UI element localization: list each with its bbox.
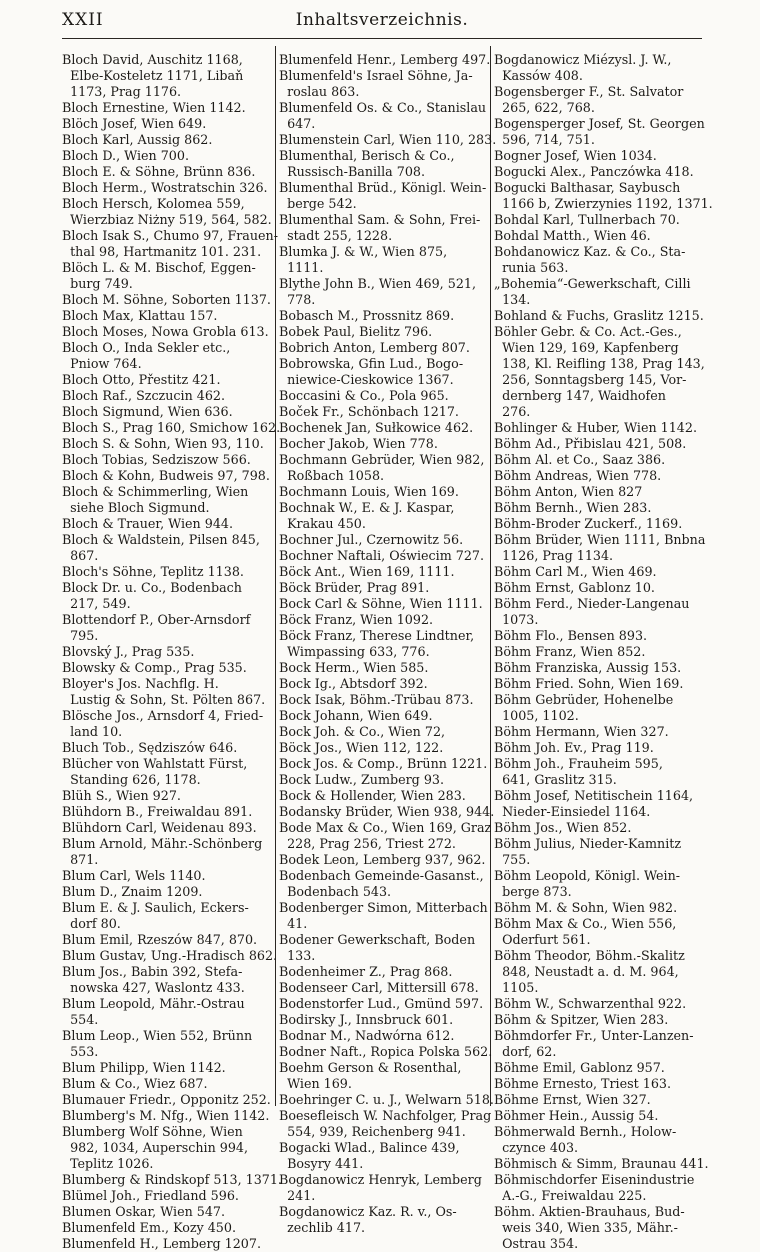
- index-entry-line: Boesefleisch W. Nachfolger, Prag: [279, 1108, 492, 1123]
- index-entry-line: Boccasini & Co., Pola 965.: [279, 388, 449, 403]
- index-entry-line: Blühdorn Carl, Weidenau 893.: [62, 820, 257, 835]
- index-entry-line: Böhm Anton, Wien 827: [494, 484, 643, 499]
- index-entry-line: Standing 626, 1178.: [62, 772, 201, 787]
- index-entry-line: Blöch L. & M. Bischof, Eggen-: [62, 260, 256, 275]
- index-entry-line: Bobek Paul, Bielitz 796.: [279, 324, 433, 339]
- index-entry-line: Bloch Isak S., Chumo 97, Frauen-: [62, 228, 279, 243]
- index-entry-line: Blümel Joh., Friedland 596.: [62, 1188, 239, 1203]
- index-entry-line: Bodenheimer Z., Prag 868.: [279, 964, 453, 979]
- index-entry-line: Bock Ig., Abtsdorf 392.: [279, 676, 428, 691]
- index-entry-line: Russisch-Banilla 708.: [279, 164, 426, 179]
- index-entry-line: Blum Leopold, Mähr.-Ostrau: [62, 996, 245, 1011]
- index-entry-line: Bloch & Waldstein, Pilsen 845,: [62, 532, 260, 547]
- page-header: [62, 10, 702, 38]
- index-entry-line: Bloyer's Jos. Nachflg. H.: [62, 676, 219, 691]
- index-entry-line: Blumenthal, Berisch & Co.,: [279, 148, 455, 163]
- index-entry-line: Böhm M. & Sohn, Wien 982.: [494, 900, 678, 915]
- index-entry-line: Blowsky & Comp., Prag 535.: [62, 660, 247, 675]
- index-entry-line: Böhm Joh., Frauheim 595,: [494, 756, 663, 771]
- index-column-3: [494, 52, 713, 1251]
- index-entry-line: Bodner Naft., Ropica Polska 562.: [279, 1044, 493, 1059]
- index-entry-line: Oderfurt 561.: [494, 932, 591, 947]
- index-entry-line: Bohlinger & Huber, Wien 1142.: [494, 420, 697, 435]
- index-entry-line: Pniow 764.: [62, 356, 142, 371]
- index-entry-line: Bogdanowicz Kaz. R. v., Os-: [279, 1204, 457, 1219]
- index-entry-line: Bock Herm., Wien 585.: [279, 660, 429, 675]
- index-entry-line: Böhm Theodor, Böhm.-Skalitz: [494, 948, 685, 963]
- index-entry-line: runia 563.: [494, 260, 569, 275]
- index-entry-line: dernberg 147, Waidhofen: [494, 388, 666, 403]
- index-entry-line: Bock Joh. & Co., Wien 72,: [279, 724, 446, 739]
- index-entry-line: Bogucki Alex., Panczówka 418.: [494, 164, 694, 179]
- index-entry-line: berge 873.: [494, 884, 572, 899]
- index-entry-line: Blottendorf P., Ober-Arnsdorf: [62, 612, 251, 627]
- index-entry-line: Blumen Oskar, Wien 547.: [62, 1204, 226, 1219]
- index-entry-line: Bloch S., Prag 160, Smichow 162.: [62, 420, 281, 435]
- index-entry-line: Bogensperger Josef, St. Georgen: [494, 116, 705, 131]
- index-entry-line: 795.: [62, 628, 99, 643]
- index-entry-line: Bogensberger F., St. Salvator: [494, 84, 684, 99]
- index-entry-line: Bodenbach 543.: [279, 884, 392, 899]
- index-entry-line: Bloch M. Söhne, Soborten 1137.: [62, 292, 271, 307]
- index-entry-line: Krakau 450.: [279, 516, 366, 531]
- index-entry-line: Kassów 408.: [494, 68, 583, 83]
- index-entry-line: Blum Carl, Wels 1140.: [62, 868, 206, 883]
- index-entry-line: Bochmann Louis, Wien 169.: [279, 484, 459, 499]
- index-entry-line: 1126, Prag 1134.: [494, 548, 614, 563]
- index-entry-line: Bodenstorfer Lud., Gmünd 597.: [279, 996, 484, 1011]
- index-entry-line: Bosyry 441.: [279, 1156, 364, 1171]
- index-entry-line: burg 749.: [62, 276, 133, 291]
- index-entry-line: 41.: [279, 916, 308, 931]
- index-entry-line: Böhler Gebr. & Co. Act.-Ges.,: [494, 324, 682, 339]
- index-entry-line: Böhm Franziska, Aussig 153.: [494, 660, 682, 675]
- index-entry-line: Böhm Brüder, Wien 1111, Bnbna: [494, 532, 706, 547]
- index-entry-line: Böhm Flo., Bensen 893.: [494, 628, 648, 643]
- index-entry-line: Böhm Bernh., Wien 283.: [494, 500, 652, 515]
- index-entry-line: Böhm-Broder Zuckerf., 1169.: [494, 516, 683, 531]
- index-entry-line: Blum Emil, Rzeszów 847, 870.: [62, 932, 258, 947]
- index-entry-line: Bodenbach Gemeinde-Gasanst.,: [279, 868, 484, 883]
- page-title: Inhaltsverzeichnis.: [295, 10, 469, 30]
- index-entry-line: Bloch Karl, Aussig 862.: [62, 132, 213, 147]
- index-entry-line: 755.: [494, 852, 531, 867]
- index-entry-line: Bloch O., Inda Sekler etc.,: [62, 340, 231, 355]
- index-entry-line: Böhm Ferd., Nieder-Langenau: [494, 596, 690, 611]
- index-entry-line: Wien 129, 169, Kapfenberg: [494, 340, 679, 355]
- index-entry-line: 256, Sonntagsberg 145, Vor-: [494, 372, 687, 387]
- index-entry-line: czynce 403.: [494, 1140, 579, 1155]
- index-entry-line: Böhm Joh. Ev., Prag 119.: [494, 740, 654, 755]
- index-entry-line: Bochenek Jan, Sułkowice 462.: [279, 420, 474, 435]
- index-entry-line: Block Dr. u. Co., Bodenbach: [62, 580, 242, 595]
- index-entry-line: 276.: [494, 404, 531, 419]
- index-entry-line: Bloch Ernestine, Wien 1142.: [62, 100, 246, 115]
- index-entry-line: Blumka J. & W., Wien 875,: [279, 244, 448, 259]
- index-entry-line: Blumenthal Sam. & Sohn, Frei-: [279, 212, 481, 227]
- index-entry-line: Böck Jos., Wien 112, 122.: [279, 740, 444, 755]
- index-column-1: [62, 52, 282, 1251]
- index-entry-line: Bochner Naftali, Oświecim 727.: [279, 548, 485, 563]
- index-entry-line: Bloch D., Wien 700.: [62, 148, 189, 163]
- index-entry-line: Bloch E. & Söhne, Brünn 836.: [62, 164, 256, 179]
- index-entry-line: Nieder-Einsiedel 1164.: [494, 804, 651, 819]
- index-entry-line: Blum D., Znaim 1209.: [62, 884, 203, 899]
- index-entry-line: 871.: [62, 852, 99, 867]
- index-entry-line: 133.: [279, 948, 316, 963]
- index-entry-line: Boček Fr., Schönbach 1217.: [279, 404, 459, 419]
- header-rule: [62, 38, 702, 39]
- index-entry-line: Böhmisch & Simm, Braunau 441.: [494, 1156, 709, 1171]
- index-entry-line: Bogner Josef, Wien 1034.: [494, 148, 657, 163]
- index-entry-line: Bock Ludw., Zumberg 93.: [279, 772, 445, 787]
- index-entry-line: Böhm. Aktien-Brauhaus, Bud-: [494, 1204, 685, 1219]
- index-entry-line: 217, 549.: [62, 596, 131, 611]
- index-entry-line: 134.: [494, 292, 531, 307]
- index-entry-line: 867.: [62, 548, 99, 563]
- index-entry-line: roslau 863.: [279, 84, 360, 99]
- index-entry-line: Bock Johann, Wien 649.: [279, 708, 433, 723]
- index-entry-line: Bobasch M., Prossnitz 869.: [279, 308, 455, 323]
- index-entry-line: Bohdal Karl, Tullnerbach 70.: [494, 212, 680, 227]
- index-entry-line: Böhme Emil, Gablonz 957.: [494, 1060, 665, 1075]
- index-entry-line: Bobrowska, Gfin Lud., Bogo-: [279, 356, 464, 371]
- index-entry-line: Böhme Ernst, Wien 327.: [494, 1092, 651, 1107]
- index-entry-line: Bohland & Fuchs, Graslitz 1215.: [494, 308, 704, 323]
- index-entry-line: Bodenseer Carl, Mittersill 678.: [279, 980, 479, 995]
- index-entry-line: Wimpassing 633, 776.: [279, 644, 430, 659]
- index-entry-line: Bloch Herm., Wostratschin 326.: [62, 180, 268, 195]
- index-entry-line: Boehringer C. u. J., Welwarn 518.: [279, 1092, 494, 1107]
- index-entry-line: Böhmischdorfer Eisenindustrie: [494, 1172, 695, 1187]
- index-entry-line: Blumenstein Carl, Wien 110, 283.: [279, 132, 497, 147]
- index-entry-line: Böhm Franz, Wien 852.: [494, 644, 646, 659]
- index-entry-line: Blühdorn B., Freiwaldau 891.: [62, 804, 253, 819]
- index-entry-line: Bloch & Schimmerling, Wien: [62, 484, 249, 499]
- index-entry-line: Bodnar M., Nadwórna 612.: [279, 1028, 455, 1043]
- index-entry-line: Böhmer Hein., Aussig 54.: [494, 1108, 659, 1123]
- index-entry-line: Bloch Max, Klattau 157.: [62, 308, 218, 323]
- index-entry-line: stadt 255, 1228.: [279, 228, 393, 243]
- index-entry-line: Blumauer Friedr., Opponitz 252.: [62, 1092, 271, 1107]
- index-entry-line: A.-G., Freiwaldau 225.: [494, 1188, 647, 1203]
- index-entry-line: Blum Leop., Wien 552, Brünn: [62, 1028, 253, 1043]
- index-entry-line: 1073.: [494, 612, 539, 627]
- index-entry-line: 554.: [62, 1012, 99, 1027]
- index-entry-line: Böhm W., Schwarzenthal 922.: [494, 996, 687, 1011]
- index-entry-line: Blovský J., Prag 535.: [62, 644, 195, 659]
- index-entry-line: Bogucki Balthasar, Saybusch: [494, 180, 681, 195]
- index-entry-line: land 10.: [62, 724, 123, 739]
- index-entry-line: dorf 80.: [62, 916, 121, 931]
- index-entry-line: Blum E. & J. Saulich, Eckers-: [62, 900, 249, 915]
- index-entry-line: Ostrau 354.: [494, 1236, 579, 1251]
- index-entry-line: Böhm Jos., Wien 852.: [494, 820, 632, 835]
- index-entry-line: Böhmerwald Bernh., Holow-: [494, 1124, 677, 1139]
- index-entry-line: 1111.: [279, 260, 324, 275]
- column-divider: [275, 46, 276, 1106]
- index-entry-line: Bock Jos. & Comp., Brünn 1221.: [279, 756, 488, 771]
- index-entry-line: Elbe-Kosteletz 1171, Libaň: [62, 68, 244, 83]
- index-entry-line: Blum Arnold, Mähr.-Schönberg: [62, 836, 263, 851]
- index-entry-line: 265, 622, 768.: [494, 100, 595, 115]
- index-entry-line: Bogacki Wlad., Balince 439,: [279, 1140, 460, 1155]
- index-entry-line: Blumberg & Rindskopf 513, 1371.: [62, 1172, 282, 1187]
- index-entry-line: Böhm Gebrüder, Hohenelbe: [494, 692, 674, 707]
- index-entry-line: Böck Franz, Wien 1092.: [279, 612, 434, 627]
- index-entry-line: Bloch's Söhne, Teplitz 1138.: [62, 564, 244, 579]
- index-entry-line: Roßbach 1058.: [279, 468, 385, 483]
- index-entry-line: nowska 427, Waslontz 433.: [62, 980, 245, 995]
- index-entry-line: Bochmann Gebrüder, Wien 982,: [279, 452, 485, 467]
- index-entry-line: Bock & Hollender, Wien 283.: [279, 788, 466, 803]
- index-entry-line: 1005, 1102.: [494, 708, 579, 723]
- index-entry-line: Blumenfeld's Israel Söhne, Ja-: [279, 68, 473, 83]
- index-entry-line: Boehm Gerson & Rosenthal,: [279, 1060, 462, 1075]
- index-entry-line: 982, 1034, Auperschin 994,: [62, 1140, 249, 1155]
- index-entry-line: Bodener Gewerkschaft, Boden: [279, 932, 476, 947]
- index-entry-line: Wierzbiaz Niżny 519, 564, 582.: [62, 212, 272, 227]
- index-entry-line: 1173, Prag 1176.: [62, 84, 182, 99]
- index-entry-line: Bloch Otto, Přestitz 421.: [62, 372, 221, 387]
- index-entry-line: Bogdanowicz Henryk, Lemberg: [279, 1172, 482, 1187]
- index-entry-line: 641, Graslitz 315.: [494, 772, 617, 787]
- index-entry-line: Blumberg's M. Nfg., Wien 1142.: [62, 1108, 270, 1123]
- index-entry-line: Bobrich Anton, Lemberg 807.: [279, 340, 470, 355]
- index-entry-line: Lustig & Sohn, St. Pölten 867.: [62, 692, 266, 707]
- index-entry-line: berge 542.: [279, 196, 357, 211]
- index-entry-line: Böhm Hermann, Wien 327.: [494, 724, 669, 739]
- index-entry-line: Bluch Tob., Sędziszów 646.: [62, 740, 238, 755]
- index-entry-line: Böhm Leopold, Königl. Wein-: [494, 868, 681, 883]
- index-entry-line: Böhm Andreas, Wien 778.: [494, 468, 662, 483]
- index-entry-line: Bloch Moses, Nowa Grobla 613.: [62, 324, 269, 339]
- index-entry-line: Bochnak W., E. & J. Kaspar,: [279, 500, 455, 515]
- index-entry-line: 553.: [62, 1044, 99, 1059]
- index-entry-line: Bode Max & Co., Wien 169, Graz: [279, 820, 492, 835]
- index-entry-line: Bock Isak, Böhm.-Trübau 873.: [279, 692, 474, 707]
- index-entry-line: Bodenberger Simon, Mitterbach: [279, 900, 488, 915]
- index-entry-line: Blythe John B., Wien 469, 521,: [279, 276, 477, 291]
- index-entry-line: Bohdanowicz Kaz. & Co., Sta-: [494, 244, 686, 259]
- page-number: XXII: [62, 10, 104, 30]
- index-entry-line: Böhm Al. et Co., Saaz 386.: [494, 452, 666, 467]
- index-entry-line: Böhm Julius, Nieder-Kamnitz: [494, 836, 682, 851]
- index-column-2: [279, 52, 497, 1235]
- index-entry-line: 1105.: [494, 980, 539, 995]
- index-entry-line: Böhm Max & Co., Wien 556,: [494, 916, 677, 931]
- index-entry-line: Blum Gustav, Ung.-Hradisch 862.: [62, 948, 278, 963]
- index-entry-line: Blösche Jos., Arnsdorf 4, Fried-: [62, 708, 264, 723]
- index-entry-line: Blumenfeld Os. & Co., Stanislau: [279, 100, 487, 115]
- index-entry-line: 778.: [279, 292, 316, 307]
- index-entry-line: dorf, 62.: [494, 1044, 557, 1059]
- index-entry-line: Bloch David, Auschitz 1168,: [62, 52, 243, 67]
- index-entry-line: Böhm & Spitzer, Wien 283.: [494, 1012, 669, 1027]
- index-entry-line: Bloch S. & Sohn, Wien 93, 110.: [62, 436, 264, 451]
- index-entry-line: Böhm Fried. Sohn, Wien 169.: [494, 676, 684, 691]
- index-entry-line: Bocher Jakob, Wien 778.: [279, 436, 438, 451]
- index-entry-line: Bodek Leon, Lemberg 937, 962.: [279, 852, 486, 867]
- index-entry-line: Böck Franz, Therese Lindtner,: [279, 628, 475, 643]
- index-entry-line: Blöch Josef, Wien 649.: [62, 116, 207, 131]
- index-entry-line: Bohdal Matth., Wien 46.: [494, 228, 651, 243]
- index-entry-line: Blum & Co., Wiez 687.: [62, 1076, 208, 1091]
- index-entry-line: 228, Prag 256, Triest 272.: [279, 836, 456, 851]
- index-entry-line: Blücher von Wahlstatt Fürst,: [62, 756, 248, 771]
- index-entry-line: 1166 b, Zwierzynies 1192, 1371.: [494, 196, 713, 211]
- index-entry-line: Bodansky Brüder, Wien 938, 944.: [279, 804, 495, 819]
- index-entry-line: Böhm Josef, Netitischein 1164,: [494, 788, 694, 803]
- index-entry-line: Böhmdorfer Fr., Unter-Lanzen-: [494, 1028, 694, 1043]
- index-entry-line: Blumenfeld Henr., Lemberg 497.: [279, 52, 491, 67]
- index-entry-line: siehe Bloch Sigmund.: [62, 500, 210, 515]
- index-entry-line: Bloch & Trauer, Wien 944.: [62, 516, 234, 531]
- index-entry-line: Bodirsky J., Innsbruck 601.: [279, 1012, 454, 1027]
- index-entry-line: Bloch Hersch, Kolomea 559,: [62, 196, 245, 211]
- index-entry-line: Blumberg Wolf Söhne, Wien: [62, 1124, 243, 1139]
- index-entry-line: Böck Brüder, Prag 891.: [279, 580, 430, 595]
- index-entry-line: weis 340, Wien 335, Mähr.-: [494, 1220, 678, 1235]
- index-entry-line: 596, 714, 751.: [494, 132, 595, 147]
- index-entry-line: „Bohemia“-Gewerkschaft, Cilli: [494, 276, 691, 291]
- index-entry-line: 848, Neustadt a. d. M. 964,: [494, 964, 679, 979]
- index-entry-line: 138, Kl. Reifling 138, Prag 143,: [494, 356, 705, 371]
- index-entry-line: Bloch Sigmund, Wien 636.: [62, 404, 233, 419]
- index-entry-line: Böck Ant., Wien 169, 1111.: [279, 564, 455, 579]
- index-entry-line: Bogdanowicz Miézysl. J. W.,: [494, 52, 672, 67]
- index-entry-line: Blumenfeld H., Lemberg 1207.: [62, 1236, 261, 1251]
- index-entry-line: thal 98, Hartmanitz 101. 231.: [62, 244, 262, 259]
- index-entry-line: Blumenfeld Em., Kozy 450.: [62, 1220, 236, 1235]
- index-entry-line: Bochner Jul., Czernowitz 56.: [279, 532, 464, 547]
- index-entry-line: Teplitz 1026.: [62, 1156, 154, 1171]
- index-entry-line: Böhm Carl M., Wien 469.: [494, 564, 657, 579]
- index-entry-line: Blüh S., Wien 927.: [62, 788, 181, 803]
- index-entry-line: Bloch Raf., Szczucin 462.: [62, 388, 226, 403]
- index-entry-line: Böhm Ad., Přibislau 421, 508.: [494, 436, 687, 451]
- column-divider: [490, 46, 491, 1106]
- index-entry-line: Blumenthal Brüd., Königl. Wein-: [279, 180, 487, 195]
- index-entry-line: Bloch & Kohn, Budweis 97, 798.: [62, 468, 270, 483]
- index-entry-line: 647.: [279, 116, 316, 131]
- index-entry-line: Böhm Ernst, Gablonz 10.: [494, 580, 655, 595]
- index-entry-line: niewice-Cieskowice 1367.: [279, 372, 454, 387]
- index-entry-line: 241.: [279, 1188, 316, 1203]
- index-entry-line: Bock Carl & Söhne, Wien 1111.: [279, 596, 483, 611]
- index-entry-line: Böhme Ernesto, Triest 163.: [494, 1076, 672, 1091]
- index-entry-line: Bloch Tobias, Sedziszow 566.: [62, 452, 251, 467]
- index-entry-line: Wien 169.: [279, 1076, 352, 1091]
- index-entry-line: Blum Jos., Babin 392, Stefa-: [62, 964, 243, 979]
- index-entry-line: zechlib 417.: [279, 1220, 366, 1235]
- index-entry-line: Blum Philipp, Wien 1142.: [62, 1060, 226, 1075]
- index-entry-line: 554, 939, Reichenberg 941.: [279, 1124, 466, 1139]
